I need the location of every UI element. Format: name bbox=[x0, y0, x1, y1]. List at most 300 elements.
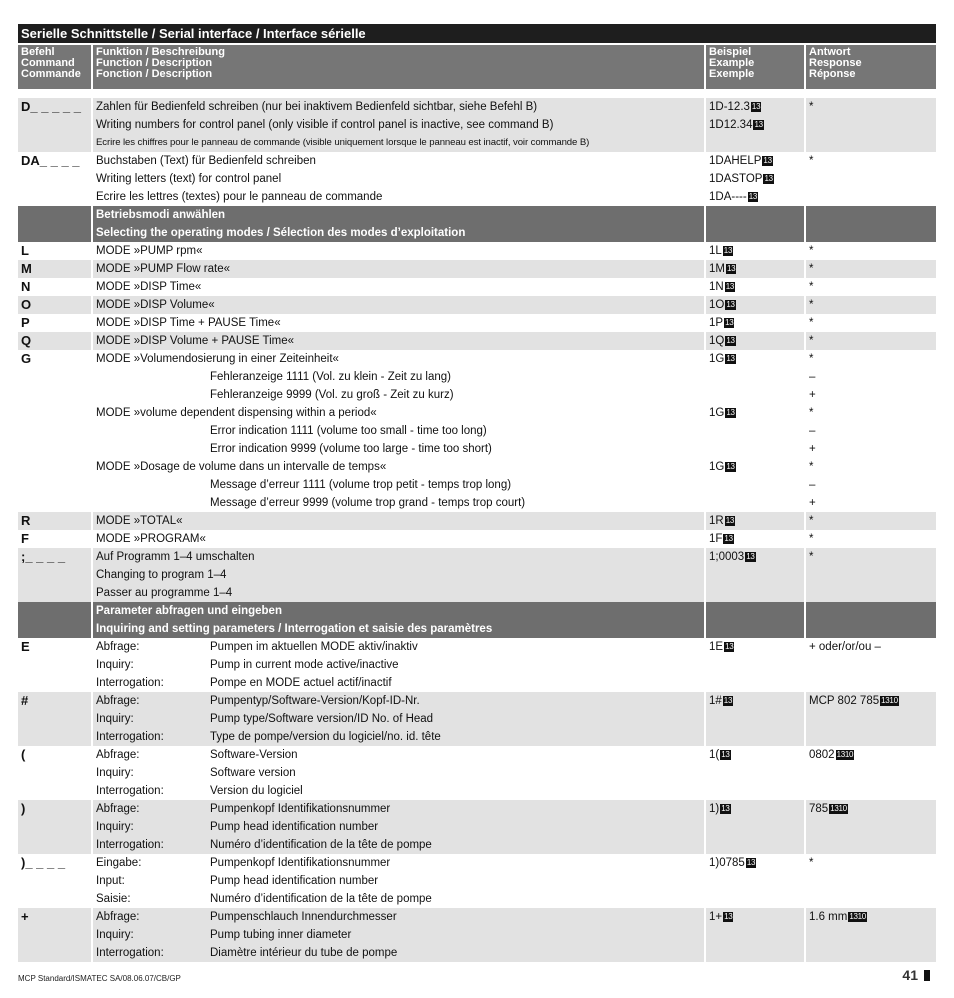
example-text: 1D-12.3 bbox=[709, 101, 750, 113]
description-text: Message d’erreur 9999 (volume trop grand - temps trop court) bbox=[210, 497, 526, 509]
command-cell bbox=[18, 638, 93, 692]
command-cell bbox=[18, 98, 93, 152]
example-line bbox=[709, 782, 801, 800]
description-text: MODE »Dosage de volume dans un intervalle de temps« bbox=[96, 461, 387, 473]
description-text: Ecrire les lettres (textes) pour le panneau de commande bbox=[96, 191, 383, 203]
response-cell bbox=[806, 278, 936, 296]
command-line bbox=[21, 764, 88, 782]
description-text: MODE »TOTAL« bbox=[96, 515, 183, 527]
description-line bbox=[96, 494, 701, 512]
header-example-de: Beispiel bbox=[709, 46, 752, 58]
carriage-return-symbol: 13 bbox=[764, 174, 773, 183]
response-line bbox=[809, 170, 933, 188]
response-line bbox=[809, 944, 933, 962]
description-text: Zahlen für Bedienfeld schreiben (nur bei inaktivem Bedienfeld sichtbar, siehe Befehl B) bbox=[96, 101, 538, 113]
response-text: – bbox=[809, 425, 816, 437]
response-text: * bbox=[809, 335, 814, 347]
example-line bbox=[709, 386, 801, 404]
carriage-return-symbol: 13 bbox=[726, 336, 735, 345]
command-cell bbox=[18, 908, 93, 962]
response-line bbox=[809, 242, 933, 260]
response-cell bbox=[806, 530, 936, 548]
description-text: Pump head identification number bbox=[210, 875, 379, 887]
command-code: O bbox=[21, 297, 32, 312]
example-text: 1E bbox=[709, 641, 724, 653]
example-line bbox=[709, 134, 801, 152]
table-row bbox=[18, 98, 936, 152]
carriage-return-symbol: 13 bbox=[746, 858, 756, 867]
command-code: Q bbox=[21, 333, 32, 348]
description-text: Selecting the operating modes / Sélection des modes d’exploitation bbox=[96, 227, 466, 239]
description-text: Error indication 1111 (volume too small - time too long) bbox=[210, 425, 487, 437]
description-text: Numéro d’identification de la tête de pompe bbox=[210, 893, 432, 905]
example-line bbox=[709, 494, 801, 512]
table-row bbox=[18, 638, 936, 692]
carriage-return-symbol: 1310 bbox=[830, 804, 847, 813]
header-command-fr: Commande bbox=[21, 68, 81, 80]
response-text: * bbox=[809, 857, 814, 869]
command-line bbox=[21, 404, 88, 422]
example-line bbox=[709, 638, 801, 656]
description-line bbox=[96, 368, 701, 386]
description-text: MODE »PUMP rpm« bbox=[96, 245, 203, 257]
response-cell bbox=[806, 350, 936, 512]
table-row bbox=[18, 692, 936, 746]
example-line bbox=[709, 422, 801, 440]
example-cell bbox=[706, 548, 806, 602]
description-line bbox=[96, 836, 701, 854]
command-line bbox=[21, 242, 88, 260]
header-example-en: Example bbox=[709, 57, 755, 69]
response-text: + bbox=[809, 497, 816, 509]
command-line bbox=[21, 548, 88, 566]
command-line bbox=[21, 188, 88, 206]
description-label: Eingabe: bbox=[96, 857, 142, 869]
response-line bbox=[809, 710, 933, 728]
description-line bbox=[96, 206, 701, 224]
command-line bbox=[21, 224, 88, 242]
command-cell bbox=[18, 746, 93, 800]
response-line bbox=[809, 530, 933, 548]
description-label: Inquiry: bbox=[96, 767, 134, 779]
description-text: Inquiring and setting parameters / Interrogation et saisie des paramètres bbox=[96, 623, 493, 635]
carriage-return-symbol: 13 bbox=[726, 354, 735, 363]
header-function-fr: Fonction / Description bbox=[96, 68, 213, 80]
example-line bbox=[709, 368, 801, 386]
response-text: * bbox=[809, 317, 814, 329]
command-cell bbox=[18, 602, 93, 638]
description-text: Type de pompe/version du logiciel/no. id. tête bbox=[210, 731, 441, 743]
example-cell bbox=[706, 350, 806, 512]
command-line bbox=[21, 206, 88, 224]
description-line bbox=[96, 134, 701, 152]
description-line bbox=[96, 584, 701, 602]
table-row bbox=[18, 512, 936, 530]
response-text: * bbox=[809, 461, 814, 473]
table-row bbox=[18, 278, 936, 296]
command-line bbox=[21, 872, 88, 890]
description-cell bbox=[93, 98, 706, 152]
carriage-return-symbol: 13 bbox=[726, 264, 736, 273]
example-line bbox=[709, 764, 801, 782]
example-text: 1DAHELP bbox=[709, 155, 762, 167]
description-cell bbox=[93, 206, 706, 242]
example-line bbox=[709, 350, 801, 368]
description-cell bbox=[93, 512, 706, 530]
description-line bbox=[96, 764, 701, 782]
carriage-return-symbol: 13 bbox=[721, 750, 730, 759]
carriage-return-symbol: 13 bbox=[725, 516, 735, 525]
response-line bbox=[809, 440, 933, 458]
response-line bbox=[809, 332, 933, 350]
example-text: 1O bbox=[709, 299, 725, 311]
response-line bbox=[809, 800, 933, 818]
description-line bbox=[96, 944, 701, 962]
command-line bbox=[21, 296, 88, 314]
response-line bbox=[809, 926, 933, 944]
response-cell bbox=[806, 602, 936, 638]
description-line bbox=[96, 332, 701, 350]
carriage-return-symbol: 13 bbox=[726, 408, 735, 417]
response-line bbox=[809, 386, 933, 404]
example-cell bbox=[706, 638, 806, 692]
example-text: 1;0003 bbox=[709, 551, 745, 563]
description-text: Writing letters (text) for control panel bbox=[96, 173, 282, 185]
table-row bbox=[18, 332, 936, 350]
description-label: Inquiry: bbox=[96, 929, 134, 941]
description-label: Abfrage: bbox=[96, 695, 140, 707]
command-line bbox=[21, 386, 88, 404]
example-text: 1DA---- bbox=[709, 191, 747, 203]
carriage-return-symbol: 1310 bbox=[881, 696, 898, 705]
header-command-en: Command bbox=[21, 57, 75, 69]
response-text: * bbox=[809, 353, 814, 365]
example-cell bbox=[706, 152, 806, 206]
header-example bbox=[706, 45, 806, 89]
example-cell bbox=[706, 800, 806, 854]
carriage-return-symbol: 13 bbox=[763, 156, 772, 165]
response-line bbox=[809, 206, 933, 224]
description-text: Passer au programme 1–4 bbox=[96, 587, 233, 599]
command-line bbox=[21, 512, 88, 530]
carriage-return-symbol: 13 bbox=[748, 192, 758, 201]
response-text: MCP 802 785 bbox=[809, 695, 880, 707]
response-text: * bbox=[809, 533, 814, 545]
header-command bbox=[18, 45, 93, 89]
command-line bbox=[21, 746, 88, 764]
page-marker bbox=[924, 970, 930, 981]
command-line bbox=[21, 332, 88, 350]
description-label: Inquiry: bbox=[96, 659, 134, 671]
description-line bbox=[96, 404, 701, 422]
description-line bbox=[96, 422, 701, 440]
command-code: P bbox=[21, 315, 30, 330]
description-line bbox=[96, 818, 701, 836]
example-line bbox=[709, 260, 801, 278]
example-line bbox=[709, 332, 801, 350]
description-line bbox=[96, 476, 701, 494]
description-line bbox=[96, 296, 701, 314]
example-cell bbox=[706, 98, 806, 152]
example-cell bbox=[706, 692, 806, 746]
description-line bbox=[96, 746, 701, 764]
response-cell bbox=[806, 296, 936, 314]
example-line bbox=[709, 800, 801, 818]
example-cell bbox=[706, 332, 806, 350]
command-cell bbox=[18, 296, 93, 314]
section-row bbox=[18, 206, 936, 242]
response-line bbox=[809, 188, 933, 206]
carriage-return-symbol: 1310 bbox=[849, 912, 866, 921]
example-cell bbox=[706, 206, 806, 242]
carriage-return-symbol: 13 bbox=[724, 534, 733, 543]
response-line bbox=[809, 260, 933, 278]
response-line bbox=[809, 692, 933, 710]
response-text: * bbox=[809, 155, 814, 167]
command-line bbox=[21, 638, 88, 656]
carriage-return-symbol: 13 bbox=[724, 912, 733, 921]
response-text: * bbox=[809, 551, 814, 563]
response-line bbox=[809, 602, 933, 620]
description-line bbox=[96, 512, 701, 530]
example-cell bbox=[706, 296, 806, 314]
response-text: + oder/or/ou – bbox=[809, 641, 881, 653]
description-cell bbox=[93, 530, 706, 548]
description-text: Pump in current mode active/inactive bbox=[210, 659, 399, 671]
command-line bbox=[21, 260, 88, 278]
command-line bbox=[21, 476, 88, 494]
example-line bbox=[709, 296, 801, 314]
header-function-de: Funktion / Beschreibung bbox=[96, 46, 225, 58]
response-text: * bbox=[809, 101, 814, 113]
description-line bbox=[96, 98, 701, 116]
example-line bbox=[709, 512, 801, 530]
response-line bbox=[809, 476, 933, 494]
description-label: Abfrage: bbox=[96, 749, 140, 761]
table-row bbox=[18, 854, 936, 908]
command-cell bbox=[18, 332, 93, 350]
description-label: Abfrage: bbox=[96, 803, 140, 815]
response-cell bbox=[806, 314, 936, 332]
example-line bbox=[709, 872, 801, 890]
description-text: Pumpenkopf Identifikationsnummer bbox=[210, 857, 391, 869]
command-line bbox=[21, 692, 88, 710]
response-cell bbox=[806, 548, 936, 602]
description-line bbox=[96, 242, 701, 260]
example-line bbox=[709, 278, 801, 296]
example-text: 1G bbox=[709, 353, 725, 365]
response-line bbox=[809, 368, 933, 386]
command-line bbox=[21, 98, 88, 116]
command-line bbox=[21, 368, 88, 386]
command-line bbox=[21, 890, 88, 908]
command-line bbox=[21, 584, 88, 602]
description-line bbox=[96, 926, 701, 944]
table-row bbox=[18, 152, 936, 206]
description-cell bbox=[93, 260, 706, 278]
description-text: Betriebsmodi anwählen bbox=[96, 209, 226, 221]
example-line bbox=[709, 728, 801, 746]
response-line bbox=[809, 98, 933, 116]
carriage-return-symbol: 13 bbox=[723, 696, 733, 705]
description-line bbox=[96, 350, 701, 368]
command-line bbox=[21, 314, 88, 332]
description-text: Version du logiciel bbox=[210, 785, 303, 797]
command-code: D_ _ _ _ _ bbox=[21, 99, 81, 114]
example-cell bbox=[706, 854, 806, 908]
command-cell bbox=[18, 206, 93, 242]
example-line bbox=[709, 602, 801, 620]
response-line bbox=[809, 656, 933, 674]
command-code: # bbox=[21, 693, 29, 708]
example-cell bbox=[706, 314, 806, 332]
document-sheet bbox=[18, 24, 936, 962]
response-line bbox=[809, 584, 933, 602]
description-line bbox=[96, 872, 701, 890]
example-text: 1D12.34 bbox=[709, 119, 753, 131]
example-line bbox=[709, 908, 801, 926]
description-cell bbox=[93, 242, 706, 260]
command-cell bbox=[18, 530, 93, 548]
response-line bbox=[809, 116, 933, 134]
example-text: 1+ bbox=[709, 911, 723, 923]
description-line bbox=[96, 440, 701, 458]
description-line bbox=[96, 116, 701, 134]
table-row bbox=[18, 314, 936, 332]
example-text: 1M bbox=[709, 263, 725, 275]
response-cell bbox=[806, 512, 936, 530]
description-label: Interrogation: bbox=[96, 785, 164, 797]
example-text: 1R bbox=[709, 515, 724, 527]
carriage-return-symbol: 13 bbox=[746, 552, 755, 561]
description-line bbox=[96, 458, 701, 476]
example-line bbox=[709, 890, 801, 908]
description-cell bbox=[93, 800, 706, 854]
example-text: 1G bbox=[709, 407, 725, 419]
response-line bbox=[809, 494, 933, 512]
description-text: Ecrire les chiffres pour le panneau de commande (visible uniquement lorsque le panneau est inactif, voir commande B) bbox=[96, 137, 590, 148]
description-label: Abfrage: bbox=[96, 911, 140, 923]
description-line bbox=[96, 800, 701, 818]
description-label: Interrogation: bbox=[96, 947, 164, 959]
example-line bbox=[709, 314, 801, 332]
description-line bbox=[96, 782, 701, 800]
description-cell bbox=[93, 314, 706, 332]
response-line bbox=[809, 728, 933, 746]
response-line bbox=[809, 908, 933, 926]
table-row bbox=[18, 548, 936, 602]
command-code: F bbox=[21, 531, 29, 546]
example-text: 1) bbox=[709, 803, 720, 815]
description-line bbox=[96, 548, 701, 566]
command-code: ( bbox=[21, 747, 26, 762]
description-text: Writing numbers for control panel (only visible if control panel is inactive, see command B) bbox=[96, 119, 554, 131]
description-line bbox=[96, 908, 701, 926]
command-line bbox=[21, 944, 88, 962]
description-text: Error indication 9999 (volume too large - time too short) bbox=[210, 443, 492, 455]
example-line bbox=[709, 548, 801, 566]
command-code: E bbox=[21, 639, 30, 654]
description-text: MODE »Volumendosierung in einer Zeiteinheit« bbox=[96, 353, 339, 365]
command-line bbox=[21, 440, 88, 458]
table-row bbox=[18, 800, 936, 854]
header-response-de: Antwort bbox=[809, 46, 851, 58]
command-line bbox=[21, 530, 88, 548]
response-line bbox=[809, 314, 933, 332]
response-line bbox=[809, 764, 933, 782]
description-text: Auf Programm 1–4 umschalten bbox=[96, 551, 255, 563]
command-cell bbox=[18, 692, 93, 746]
description-text: Software version bbox=[210, 767, 296, 779]
command-table bbox=[18, 98, 936, 962]
example-line bbox=[709, 530, 801, 548]
response-line bbox=[809, 548, 933, 566]
response-text: * bbox=[809, 245, 814, 257]
example-line bbox=[709, 944, 801, 962]
description-line bbox=[96, 674, 701, 692]
carriage-return-symbol: 13 bbox=[726, 300, 735, 309]
description-line bbox=[96, 602, 701, 620]
response-cell bbox=[806, 854, 936, 908]
carriage-return-symbol: 13 bbox=[725, 318, 734, 327]
description-text: Pump head identification number bbox=[210, 821, 379, 833]
example-line bbox=[709, 116, 801, 134]
command-line bbox=[21, 710, 88, 728]
description-line bbox=[96, 692, 701, 710]
command-line bbox=[21, 278, 88, 296]
header-function-en: Function / Description bbox=[96, 57, 213, 69]
example-cell bbox=[706, 746, 806, 800]
example-line bbox=[709, 674, 801, 692]
example-text: 1( bbox=[709, 749, 720, 761]
table-header bbox=[18, 45, 936, 89]
carriage-return-symbol: 13 bbox=[721, 804, 730, 813]
carriage-return-symbol: 13 bbox=[723, 246, 733, 255]
response-text: – bbox=[809, 371, 816, 383]
response-text: + bbox=[809, 443, 816, 455]
description-line bbox=[96, 656, 701, 674]
carriage-return-symbol: 13 bbox=[725, 642, 734, 651]
example-cell bbox=[706, 602, 806, 638]
carriage-return-symbol: 13 bbox=[725, 282, 735, 291]
footer-text: MCP Standard/ISMATEC SA/08.06.07/CB/GP bbox=[18, 974, 181, 983]
description-cell bbox=[93, 602, 706, 638]
response-line bbox=[809, 746, 933, 764]
command-line bbox=[21, 422, 88, 440]
description-cell bbox=[93, 332, 706, 350]
example-cell bbox=[706, 908, 806, 962]
command-line bbox=[21, 836, 88, 854]
command-code: R bbox=[21, 513, 31, 528]
command-cell bbox=[18, 548, 93, 602]
example-text: 1DASTOP bbox=[709, 173, 763, 185]
response-text: 785 bbox=[809, 803, 829, 815]
example-text: 1N bbox=[709, 281, 724, 293]
response-line bbox=[809, 566, 933, 584]
command-line bbox=[21, 134, 88, 152]
example-cell bbox=[706, 530, 806, 548]
example-line bbox=[709, 98, 801, 116]
response-line bbox=[809, 872, 933, 890]
description-line bbox=[96, 620, 701, 638]
response-line bbox=[809, 458, 933, 476]
description-line bbox=[96, 260, 701, 278]
response-line bbox=[809, 224, 933, 242]
description-cell bbox=[93, 638, 706, 692]
carriage-return-symbol: 13 bbox=[726, 462, 735, 471]
response-cell bbox=[806, 746, 936, 800]
response-text: 0802 bbox=[809, 749, 835, 761]
